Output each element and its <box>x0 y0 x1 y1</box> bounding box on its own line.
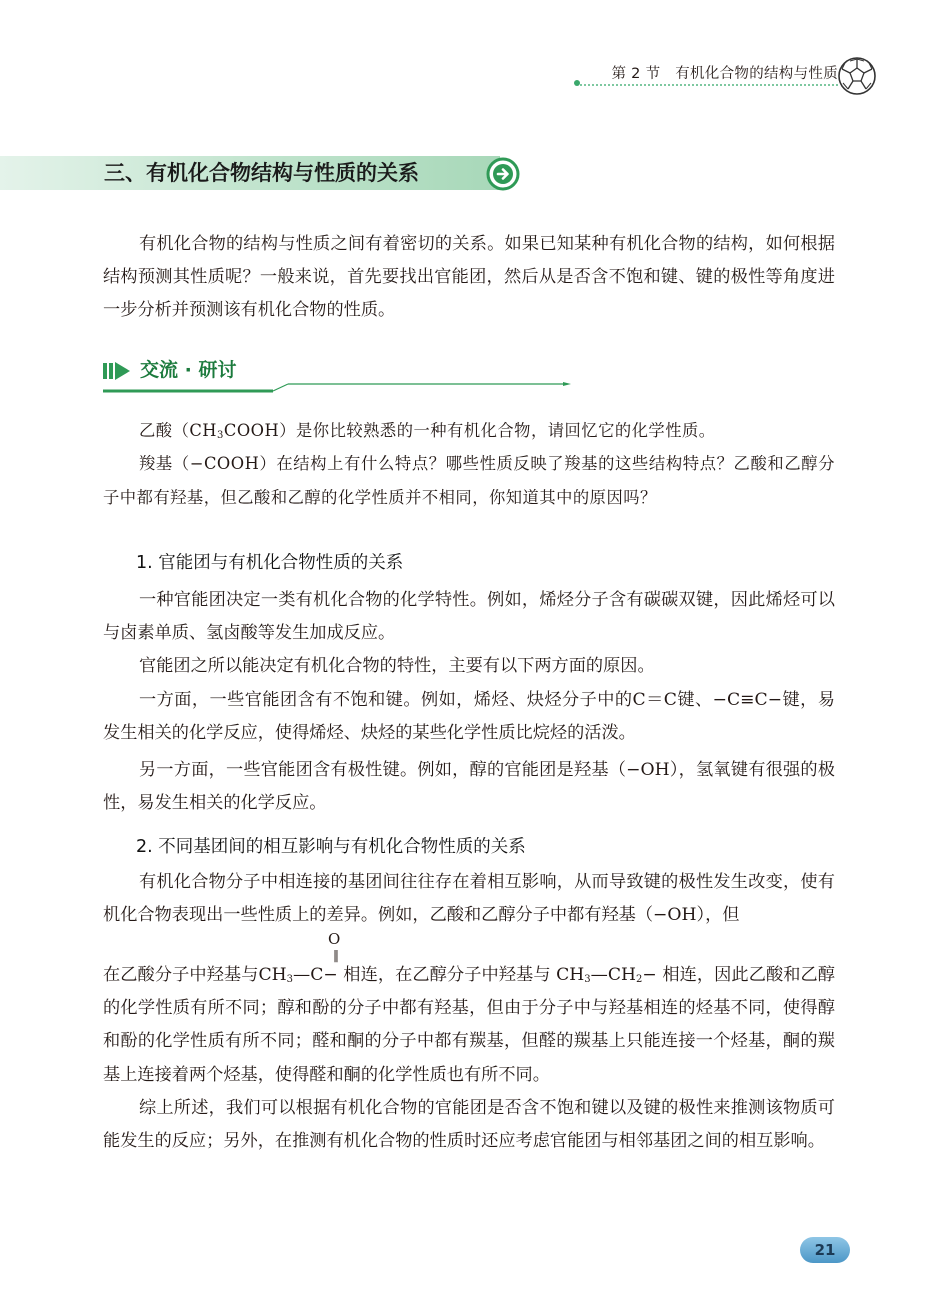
exchange-underline <box>103 382 571 394</box>
sub1-paragraph-1: 一种官能团决定一类有机化合物的化学特性。例如，烯烃分子含有碳碳双键，因此烯烃可以与卤素单质、氢卤酸等发生加成反应。 <box>103 590 835 644</box>
sub1-paragraph-2: 官能团之所以能决定有机化合物的特性，主要有以下两方面的原因。 <box>139 656 655 676</box>
exchange-paragraph-1: 乙酸$(CH_3COOH)$是你比较熟悉的一种有机化合物，请回忆它的化学性质。 <box>139 421 716 441</box>
sub2-paragraph-3: 综上所述，我们可以根据有机化合物的官能团是否含不饱和键以及键的极性来推测该物质可能发生的反应；另外，在推测有机化合物的性质时还应考虑官能团与相邻基团之间的相互影响。 <box>103 1098 835 1152</box>
play-icon <box>103 360 131 382</box>
subsection-2-title: 2. 不同基团间的相互影响与有机化合物性质的关系 <box>136 837 526 857</box>
header-divider <box>580 84 838 86</box>
running-header: 第 2 节 有机化合物的结构与性质 <box>611 66 838 82</box>
sub1-paragraph-4: 另一方面，一些官能团含有极性键。例如，醇的官能团是羟基（−OH），氢氧键有很强的极性，易发生相关的化学反应。 <box>103 760 835 814</box>
page-number: 21 <box>814 1241 836 1259</box>
sub2-paragraph-2: 在乙酸分子中羟基与$CH_3—C-$ 相连，在乙醇分子中羟基与 $CH_3—CH_2-$ 相连，因此乙酸和乙醇的化学性质有所不同；醇和酚的分子中都有羟基，但由于分子中与羟基相连的烃基不同，使得醇和酚的化学性质有所不同；醛和酮的分子中都有羰基，但醛的羰基上只能连接一个烃基，酮的羰基上连接着两个烃基，使得醛和酮的化学性质也有所不同。 <box>103 965 835 1085</box>
sub1-paragraph-3: 一方面，一些官能团含有不饱和键。例如，烯烃、炔烃分子中的C＝C键、−C≡C−键，易发生相关的化学反应，使得烯烃、炔烃的某些化学性质比烷烃的活泼。 <box>103 690 835 744</box>
intro-paragraph: 有机化合物的结构与性质之间有着密切的关系。如果已知某种有机化合物的结构，如何根据结构预测其性质呢？一般来说，首先要找出官能团，然后从是否含不饱和键、键的极性等角度进一步分析并预测该有机化合物的性质。 <box>103 234 835 321</box>
arrow-right-circle-icon <box>486 157 520 191</box>
exchange-paragraph-2: 羧基（−COOH）在结构上有什么特点？哪些性质反映了羧基的这些结构特点？乙酸和乙醇分子中都有羟基，但乙酸和乙醇的化学性质并不相同，你知道其中的原因吗？ <box>103 454 835 507</box>
carbonyl-double-bond: ‖ <box>333 948 339 962</box>
subsection-1-title: 1. 官能团与有机化合物性质的关系 <box>136 553 404 573</box>
sub2-paragraph-1: 有机化合物分子中相连接的基团间往往存在着相互影响，从而导致键的极性发生改变，使有机化合物表现出一些性质上的差异。例如，乙酸和乙醇分子中都有羟基（−OH），但 <box>103 872 835 926</box>
section-title: 三、有机化合物结构与性质的关系 <box>104 161 419 185</box>
alkyne-bond-formula: −C≡C− <box>712 690 783 710</box>
carbonyl-oxygen-label: O <box>328 930 341 948</box>
alkene-bond-formula: C＝C <box>632 690 677 710</box>
soccer-ball-icon <box>837 56 877 96</box>
exchange-title: 交流 · 研讨 <box>140 359 237 381</box>
